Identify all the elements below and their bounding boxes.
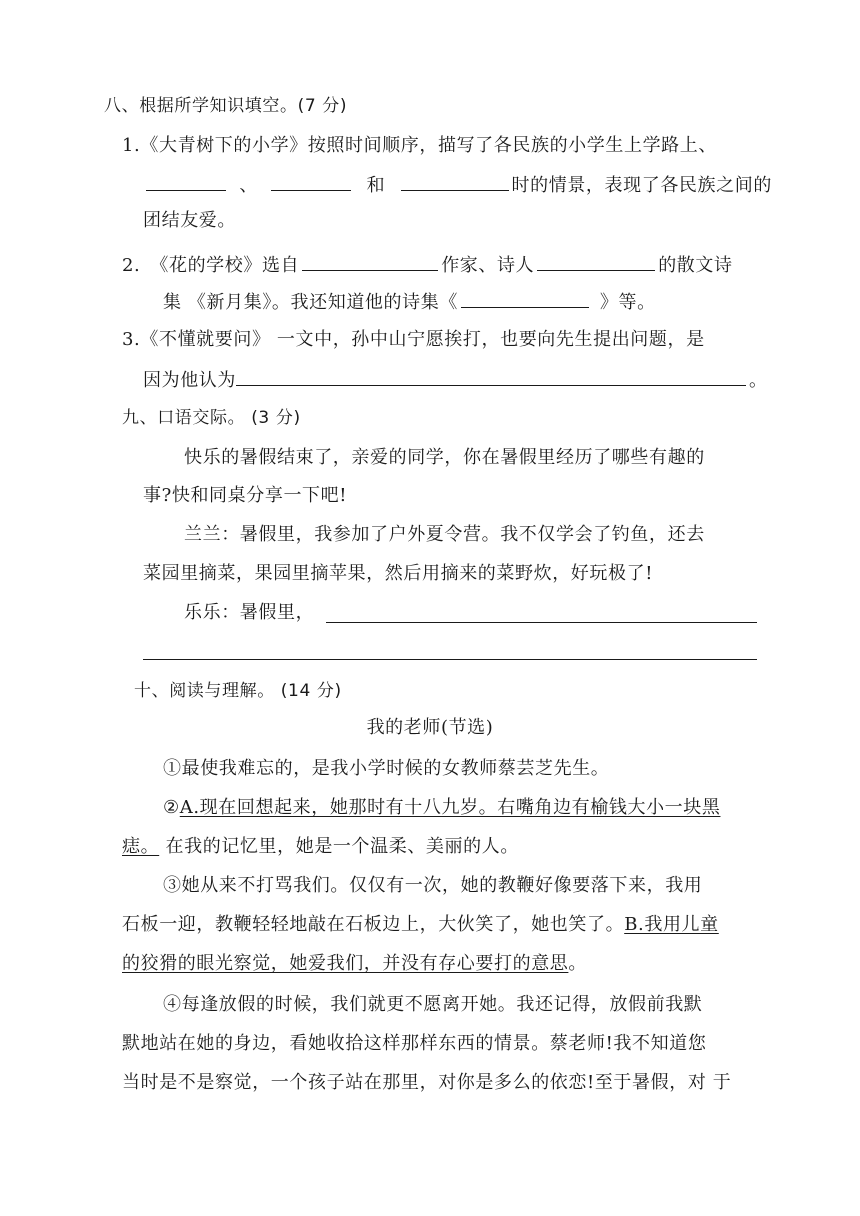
- q2-line2: [163, 289, 656, 315]
- q1-blank-1[interactable]: [146, 172, 226, 191]
- passage-para3-line1: ③她从来不打骂我们。仅仅有一次，她的教鞭好像要落下来，我用: [163, 875, 703, 896]
- section9-para1-line1: 快乐的暑假结束了，亲爱的同学，你在暑假里经历了哪些有趣的: [184, 447, 705, 468]
- passage-para2-line2: [122, 835, 519, 859]
- section9-heading: 九、口语交际。 (3 分): [122, 408, 301, 428]
- q2-blank-1[interactable]: [302, 252, 438, 271]
- section9-para2-line1: 兰兰：暑假里，我参加了户外夏令营。我不仅学会了钓鱼，还去: [184, 524, 705, 545]
- q3-line2: [143, 367, 768, 393]
- q3-end: 。: [749, 370, 768, 391]
- q2-blank-3[interactable]: [461, 289, 589, 308]
- q3-blank[interactable]: [236, 367, 746, 386]
- q1-line2-tail: 时的情景，表现了各民族之间的: [511, 175, 772, 196]
- q1-line3: 团结友爱。: [143, 210, 236, 231]
- q2-text-b: 作家、诗人: [441, 255, 535, 276]
- q2-text-c: 的散文诗: [658, 255, 733, 276]
- passage-para2-line1: [163, 796, 720, 820]
- section9-para3: [184, 601, 314, 625]
- q2-number: 2.: [122, 255, 141, 276]
- underlined-sentence-a-end: 痣。: [122, 836, 160, 857]
- q2-text-a: 《花的学校》选自: [150, 255, 300, 276]
- para3-line2-text: 石板一迎，教鞭轻轻地敲在石板边上，大伙笑了，她也笑了。: [122, 914, 625, 935]
- underlined-sentence-a: A.现在回想起来，她那时有十八九岁。右嘴角边有榆钱大小一块黑: [179, 797, 721, 818]
- underlined-sentence-b: B.我用儿童: [624, 914, 719, 935]
- lele-answer-line-1[interactable]: [326, 622, 757, 623]
- section10-heading: 十、阅读与理解。 (14 分): [134, 681, 342, 701]
- passage-para1: ①最使我难忘的，是我小学时候的女教师蔡芸芝先生。: [163, 758, 610, 779]
- section8-heading: 八、根据所学知识填空。(7 分): [104, 96, 348, 116]
- passage-para4-line2: 默地站在她的身边，看她收拾这样那样东西的情景。蔡老师!我不知道您: [122, 1033, 707, 1054]
- q1-blank-3[interactable]: [401, 172, 509, 191]
- passage-para3-line3: [122, 952, 587, 976]
- q1-line1: 1.《大青树下的小学》按照时间顺序，描写了各民族的小学生上学路上、: [122, 135, 717, 156]
- lele-answer-line-2[interactable]: [143, 659, 757, 660]
- para2-rest: 在我的记忆里，她是一个温柔、美丽的人。: [159, 836, 519, 857]
- lele-prompt: 乐乐：暑假里，: [184, 602, 315, 623]
- q2-line1: [122, 252, 733, 278]
- q2-line2-end: 》等。: [599, 292, 656, 313]
- q1-line2: [143, 172, 772, 198]
- q2-blank-2[interactable]: [537, 252, 655, 271]
- para2-number: ②: [163, 797, 180, 818]
- section9-para1-line2: 事?快和同桌分享一下吧!: [143, 485, 348, 506]
- q2-line2-text: 集 《新月集》。我还知道他的诗集《: [163, 292, 458, 313]
- para3-end: 。: [568, 953, 588, 974]
- passage-para4-line1: ④每逢放假的时候，我们就更不愿离开她。我还记得，放假前我默: [163, 994, 703, 1015]
- q1-blank-2[interactable]: [271, 172, 351, 191]
- q3-line1: 3.《不懂就要问》 一文中，孙中山宁愿挨打，也要向先生提出问题，是: [122, 329, 705, 350]
- q3-line2-text: 因为他认为: [143, 370, 236, 391]
- passage-title: 我的老师(节选): [366, 717, 494, 738]
- q1-separator-1: 、: [239, 175, 258, 196]
- passage-para4-line3: 当时是不是察觉，一个孩子站在那里，对你是多么的依恋!至于暑假，对 于: [122, 1072, 732, 1093]
- underlined-sentence-b-end: 的狡猾的眼光察觉，她爱我们，并没有存心要打的意思: [122, 953, 569, 974]
- passage-para3-line2: [122, 913, 719, 937]
- q1-separator-2: 和: [366, 175, 386, 196]
- section9-para2-line2: 菜园里摘菜，果园里摘苹果，然后用摘来的菜野炊，好玩极了!: [143, 563, 654, 584]
